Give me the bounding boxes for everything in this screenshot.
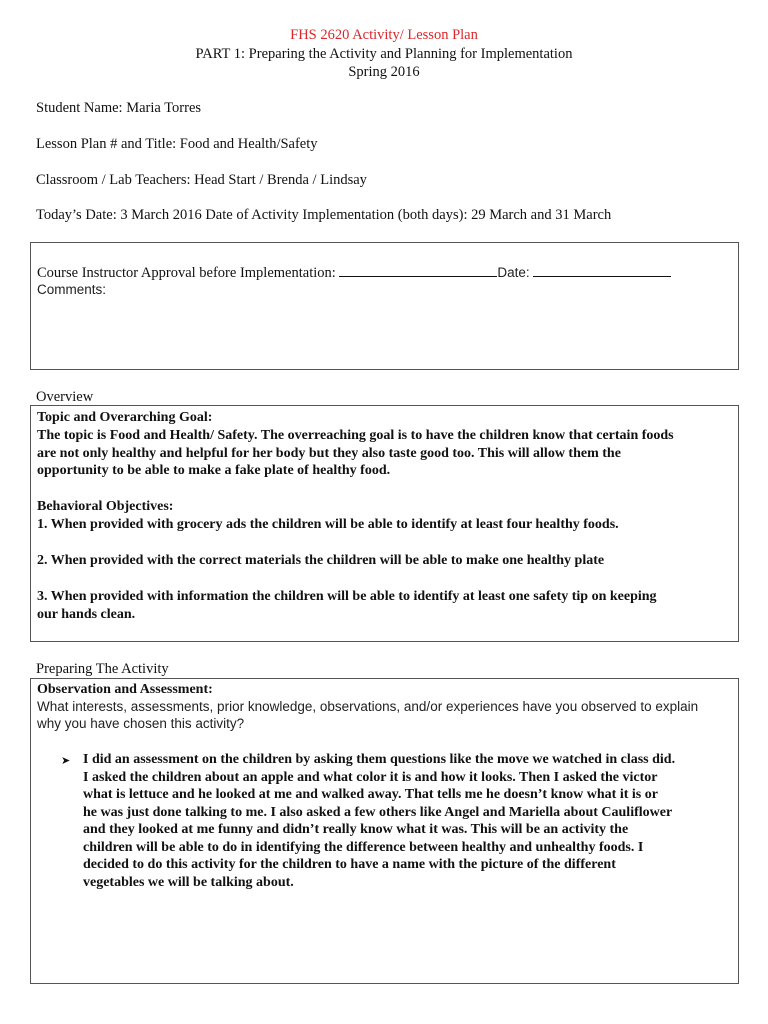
arrow-bullet-icon: ➤ xyxy=(61,755,71,767)
objective-3-line: 3. When provided with information the children will be able to identify at least one safety tip on keeping xyxy=(37,589,657,604)
observation-answer xyxy=(83,751,675,891)
topic-line: The topic is Food and Health/ Safety. The overreaching goal is to have the children know that certain foods xyxy=(37,428,674,443)
dates: Today’s Date: 3 March 2016 Date of Activity Implementation (both days): 29 March and 31 March xyxy=(36,207,612,223)
observation-heading: Observation and Assessment: xyxy=(37,682,213,697)
topic-line: are not only healthy and helpful for her body but they also taste good too. This will allow them the xyxy=(37,445,621,461)
answer-line: he was just done talking to me. I also asked a few others like Angel and Mariella about Cauliflower xyxy=(83,804,673,820)
approval-signature-blank[interactable] xyxy=(339,264,497,277)
student-name: Student Name: Maria Torres xyxy=(36,100,202,116)
term: Spring 2016 xyxy=(348,64,420,80)
answer-line: what is lettuce and he looked at me and walked away. That tells me he doesn’t know what it is or xyxy=(83,787,658,802)
objective-1: 1. When provided with grocery ads the children will be able to identify at least four healthy foods. xyxy=(37,517,619,532)
answer-line: and they looked at me funny and didn’t really know what it was. This will be an activity the xyxy=(83,822,629,837)
lesson-plan-title: Lesson Plan # and Title: Food and Health/Safety xyxy=(36,136,318,152)
overview-heading: Overview xyxy=(36,389,94,405)
topic-text xyxy=(37,427,674,480)
topic-heading: Topic and Overarching Goal: xyxy=(37,410,213,425)
observation-question xyxy=(37,698,698,732)
answer-line: I did an assessment on the children by asking them questions like the move we watched in class did. xyxy=(83,752,676,767)
answer-line: decided to do this activity for the children to have a name with the picture of the different xyxy=(83,857,616,872)
approval-box xyxy=(30,242,739,370)
objective-3 xyxy=(37,588,657,623)
approval-label: Course Instructor Approval before Implementation: xyxy=(37,265,336,281)
classroom-teachers: Classroom / Lab Teachers: Head Start / Brenda / Lindsay xyxy=(36,172,367,188)
topic-line: opportunity to be able to make a fake plate of healthy food. xyxy=(37,463,391,478)
objective-3-line: our hands clean. xyxy=(37,606,136,622)
objectives-heading: Behavioral Objectives: xyxy=(37,499,174,514)
approval-date-label: Date: xyxy=(497,265,530,280)
approval-date-blank[interactable] xyxy=(533,264,671,277)
question-line: why you have chosen this activity? xyxy=(37,716,245,731)
approval-line xyxy=(37,264,671,282)
part-heading: PART 1: Preparing the Activity and Planning for Implementation xyxy=(195,46,573,62)
overview-box xyxy=(30,405,739,642)
preparing-heading: Preparing The Activity xyxy=(36,661,169,677)
answer-line: I asked the children about an apple and what color it is and how it looks. Then I asked the victor xyxy=(83,769,658,785)
question-line: What interests, assessments, prior knowledge, observations, and/or experiences have you observed to explain xyxy=(37,699,699,714)
comments-label: Comments: xyxy=(37,282,107,297)
document-title: FHS 2620 Activity/ Lesson Plan xyxy=(290,27,478,43)
observation-box xyxy=(30,678,739,984)
objective-2: 2. When provided with the correct materials the children will be able to make one healthy plate xyxy=(37,553,605,568)
answer-line: children will be able to do in identifying the difference between healthy and unhealthy foods. I xyxy=(83,839,644,855)
answer-line: vegetables we will be talking about. xyxy=(83,874,294,890)
